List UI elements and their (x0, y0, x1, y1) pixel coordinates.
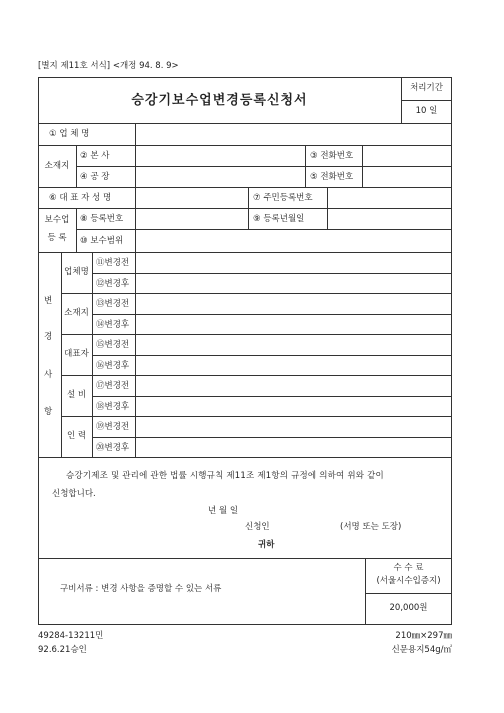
representative-before-input[interactable] (136, 335, 451, 355)
representative-after-label: ⑯변경후 (96, 361, 130, 371)
resident-no-label: ⑦ 주민등록번호 (253, 193, 313, 203)
company-after-input[interactable] (136, 274, 451, 293)
company-name-input[interactable] (136, 124, 451, 145)
change-title-char-4: 항 (44, 407, 53, 417)
reg-date-label: ⑨ 등록년월일 (253, 214, 305, 224)
reg-date-input[interactable] (328, 209, 451, 229)
phone-2-label: ⑤ 전화번호 (310, 172, 354, 182)
company-after-label: ⑫변경후 (96, 279, 130, 289)
registration-label-1: 보수업 (44, 215, 70, 225)
fee-amount: 20,000원 (389, 603, 428, 613)
factory-input[interactable] (136, 167, 305, 187)
personnel-before-label: ⑲변경전 (96, 422, 130, 432)
head-office-label: ② 본 사 (80, 151, 110, 161)
head-office-input[interactable] (136, 146, 305, 166)
location-before-input[interactable] (136, 294, 451, 314)
representative-after-input[interactable] (136, 356, 451, 375)
statement-line-2: 신청합니다. (52, 489, 96, 499)
change-group-equipment: 설 비 (66, 390, 87, 400)
personnel-after-input[interactable] (136, 438, 451, 457)
change-group-company: 업체명 (64, 267, 89, 277)
equipment-before-label: ⑰변경전 (96, 381, 130, 391)
change-title-char-2: 경 (44, 332, 53, 342)
location-after-input[interactable] (136, 315, 451, 334)
phone-1-input[interactable] (363, 146, 451, 166)
footer-approval: 92.6.21승인 (38, 645, 87, 655)
equipment-before-input[interactable] (136, 376, 451, 396)
application-date: 년 월 일 (208, 506, 239, 516)
footer-paper-type: 신문용지54g/㎡ (391, 645, 452, 655)
change-title-char-3: 사 (44, 370, 53, 380)
personnel-before-input[interactable] (136, 417, 451, 437)
change-group-personnel: 인 력 (66, 431, 87, 441)
representative-label: ⑥ 대 표 자 성 명 (49, 193, 112, 203)
signature-label: (서명 또는 도장) (340, 522, 402, 532)
change-group-location: 소재지 (64, 308, 89, 318)
company-name-label: ① 업 체 명 (49, 129, 90, 139)
location-label: 소재지 (44, 161, 70, 171)
applicant-label: 신청인 (245, 522, 270, 532)
change-group-representative: 대표자 (64, 349, 89, 359)
statement-line-1: 승강기제조 및 관리에 관한 법률 시행규칙 제11조 제1항의 규정에 의하여 위와 같이 (66, 471, 384, 481)
fee-stamp-note: (서울시수입증지) (376, 576, 441, 586)
form-title: 승강기보수업변경등록신청서 (131, 93, 308, 108)
scope-label: ⑩ 보수범위 (80, 236, 124, 246)
form-number-note: [별지 제11호 서식] <개정 94. 8. 9> (38, 61, 179, 71)
location-before-label: ⑬변경전 (96, 299, 130, 309)
resident-no-input[interactable] (328, 188, 451, 208)
required-documents: 구비서류 : 변경 사항을 증명할 수 있는 서류 (60, 584, 222, 594)
processing-period-value: 10 일 (415, 106, 438, 116)
company-before-label: ⑪변경전 (96, 258, 130, 268)
reg-no-input[interactable] (136, 209, 248, 229)
representative-input[interactable] (136, 188, 248, 208)
company-before-input[interactable] (136, 253, 451, 273)
location-after-label: ⑭변경후 (96, 320, 130, 330)
phone-1-label: ③ 전화번호 (310, 151, 354, 161)
phone-2-input[interactable] (363, 167, 451, 187)
change-title-char-1: 변 (44, 296, 53, 306)
representative-before-label: ⑮변경전 (96, 340, 130, 350)
footer-paper-size: 210㎜×297㎜ (395, 631, 452, 641)
recipient-label: 귀하 (258, 540, 275, 550)
footer-form-code: 49284-13211민 (38, 631, 104, 641)
scope-input[interactable] (136, 230, 451, 252)
registration-label-2: 등 록 (47, 233, 67, 243)
fee-label: 수 수 료 (393, 563, 424, 573)
factory-label: ④ 공 장 (80, 172, 110, 182)
personnel-after-label: ⑳변경후 (96, 443, 130, 453)
reg-no-label: ⑧ 등록번호 (80, 214, 124, 224)
equipment-after-input[interactable] (136, 397, 451, 416)
equipment-after-label: ⑱변경후 (96, 402, 130, 412)
processing-period-label: 처리기간 (410, 83, 443, 93)
